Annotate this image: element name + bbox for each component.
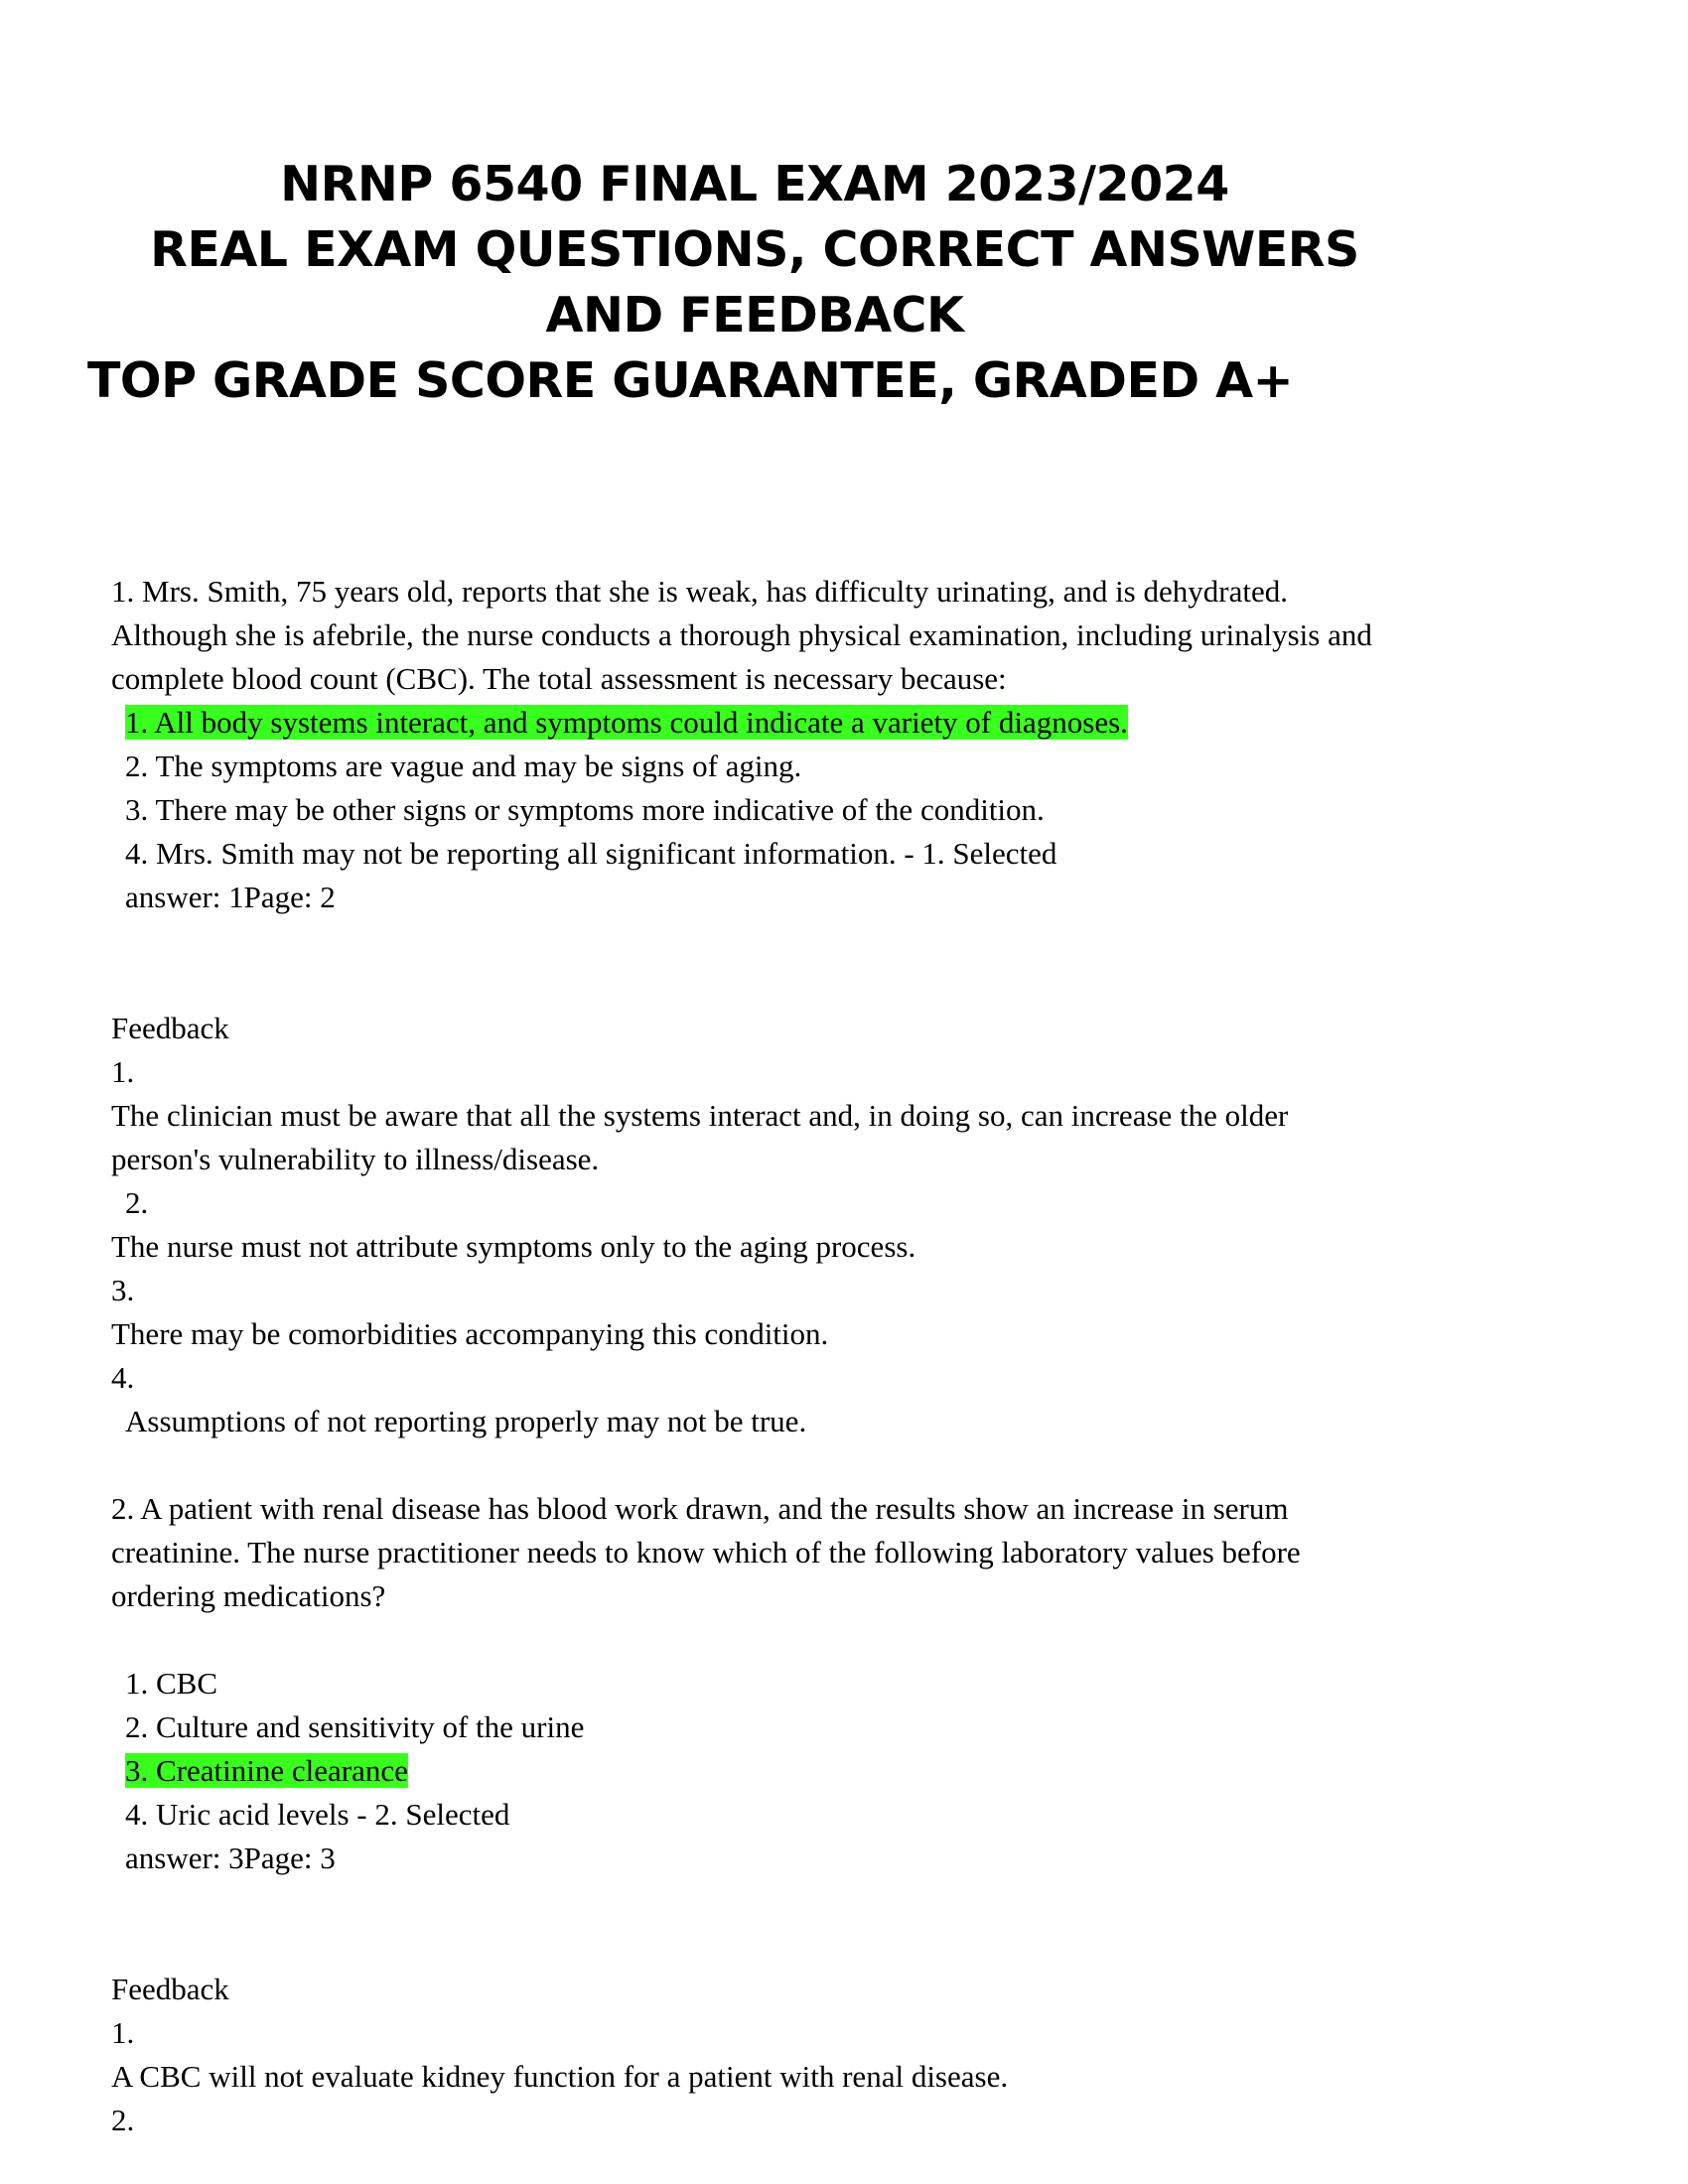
question-1-option-4: 4. Mrs. Smith may not be reporting all significant information. - 1. Selected bbox=[125, 836, 1057, 871]
feedback-line: 4. bbox=[111, 1360, 135, 1395]
question-2-stem-line: ordering medications? bbox=[111, 1578, 386, 1613]
question-1-option-1 bbox=[111, 701, 1581, 745]
document-title bbox=[50, 152, 1460, 414]
title-line: TOP GRADE SCORE GUARANTEE, GRADED A+ bbox=[87, 352, 1294, 409]
question-2-option-1: 1. CBC bbox=[125, 1666, 218, 1701]
question-1-feedback-heading: Feedback bbox=[111, 1011, 229, 1045]
correct-answer-highlight: 3. Creatinine clearance bbox=[125, 1753, 408, 1788]
feedback-line: The clinician must be aware that all the systems interact and, in doing so, can increase the older bbox=[111, 1098, 1289, 1133]
question-1-option-2: 2. The symptoms are vague and may be signs of aging. bbox=[125, 749, 802, 783]
question-2-option-4: 4. Uric acid levels - 2. Selected bbox=[125, 1797, 510, 1832]
question-2-answer-line: answer: 3Page: 3 bbox=[125, 1841, 336, 1875]
question-1-answer-line: answer: 1Page: 2 bbox=[125, 880, 336, 914]
feedback-line: 1. bbox=[111, 1054, 135, 1089]
question-2-stem-line: creatinine. The nurse practitioner needs to know which of the following laboratory values before bbox=[111, 1535, 1301, 1570]
feedback-line: 3. bbox=[111, 1273, 135, 1307]
question-2-option-3 bbox=[111, 1749, 1581, 1793]
feedback-line: There may be comorbidities accompanying this condition. bbox=[111, 1316, 829, 1351]
feedback-line: person's vulnerability to illness/disease. bbox=[111, 1142, 600, 1176]
document-body bbox=[111, 570, 1581, 2142]
feedback-line: The nurse must not attribute symptoms only to the aging process. bbox=[111, 1229, 916, 1264]
feedback-line: 1. bbox=[111, 2015, 135, 2050]
question-2-feedback-heading: Feedback bbox=[111, 1972, 229, 2006]
feedback-line: Assumptions of not reporting properly may not be true. bbox=[125, 1404, 807, 1438]
question-1-stem-line: 1. Mrs. Smith, 75 years old, reports that she is weak, has difficulty urinating, and is dehydrated. bbox=[111, 574, 1288, 609]
title-line: NRNP 6540 FINAL EXAM 2023/2024 bbox=[280, 156, 1229, 212]
feedback-line: A CBC will not evaluate kidney function for a patient with renal disease. bbox=[111, 2059, 1009, 2094]
question-2-option-2: 2. Culture and sensitivity of the urine bbox=[125, 1709, 585, 1744]
correct-answer-highlight: 1. All body systems interact, and symptoms could indicate a variety of diagnoses. bbox=[125, 705, 1128, 740]
title-line: REAL EXAM QUESTIONS, CORRECT ANSWERS bbox=[150, 221, 1359, 278]
feedback-line: 2. bbox=[111, 2103, 135, 2137]
feedback-line: 2. bbox=[125, 1185, 149, 1220]
title-line: AND FEEDBACK bbox=[545, 287, 964, 343]
question-2-stem-line: 2. A patient with renal disease has blood work drawn, and the results show an increase in serum bbox=[111, 1491, 1289, 1526]
question-1-stem-line: complete blood count (CBC). The total assessment is necessary because: bbox=[111, 661, 1007, 696]
question-1-stem-line: Although she is afebrile, the nurse conducts a thorough physical examination, including urinalysis and bbox=[111, 617, 1372, 652]
question-1-option-3: 3. There may be other signs or symptoms more indicative of the condition. bbox=[125, 792, 1045, 827]
